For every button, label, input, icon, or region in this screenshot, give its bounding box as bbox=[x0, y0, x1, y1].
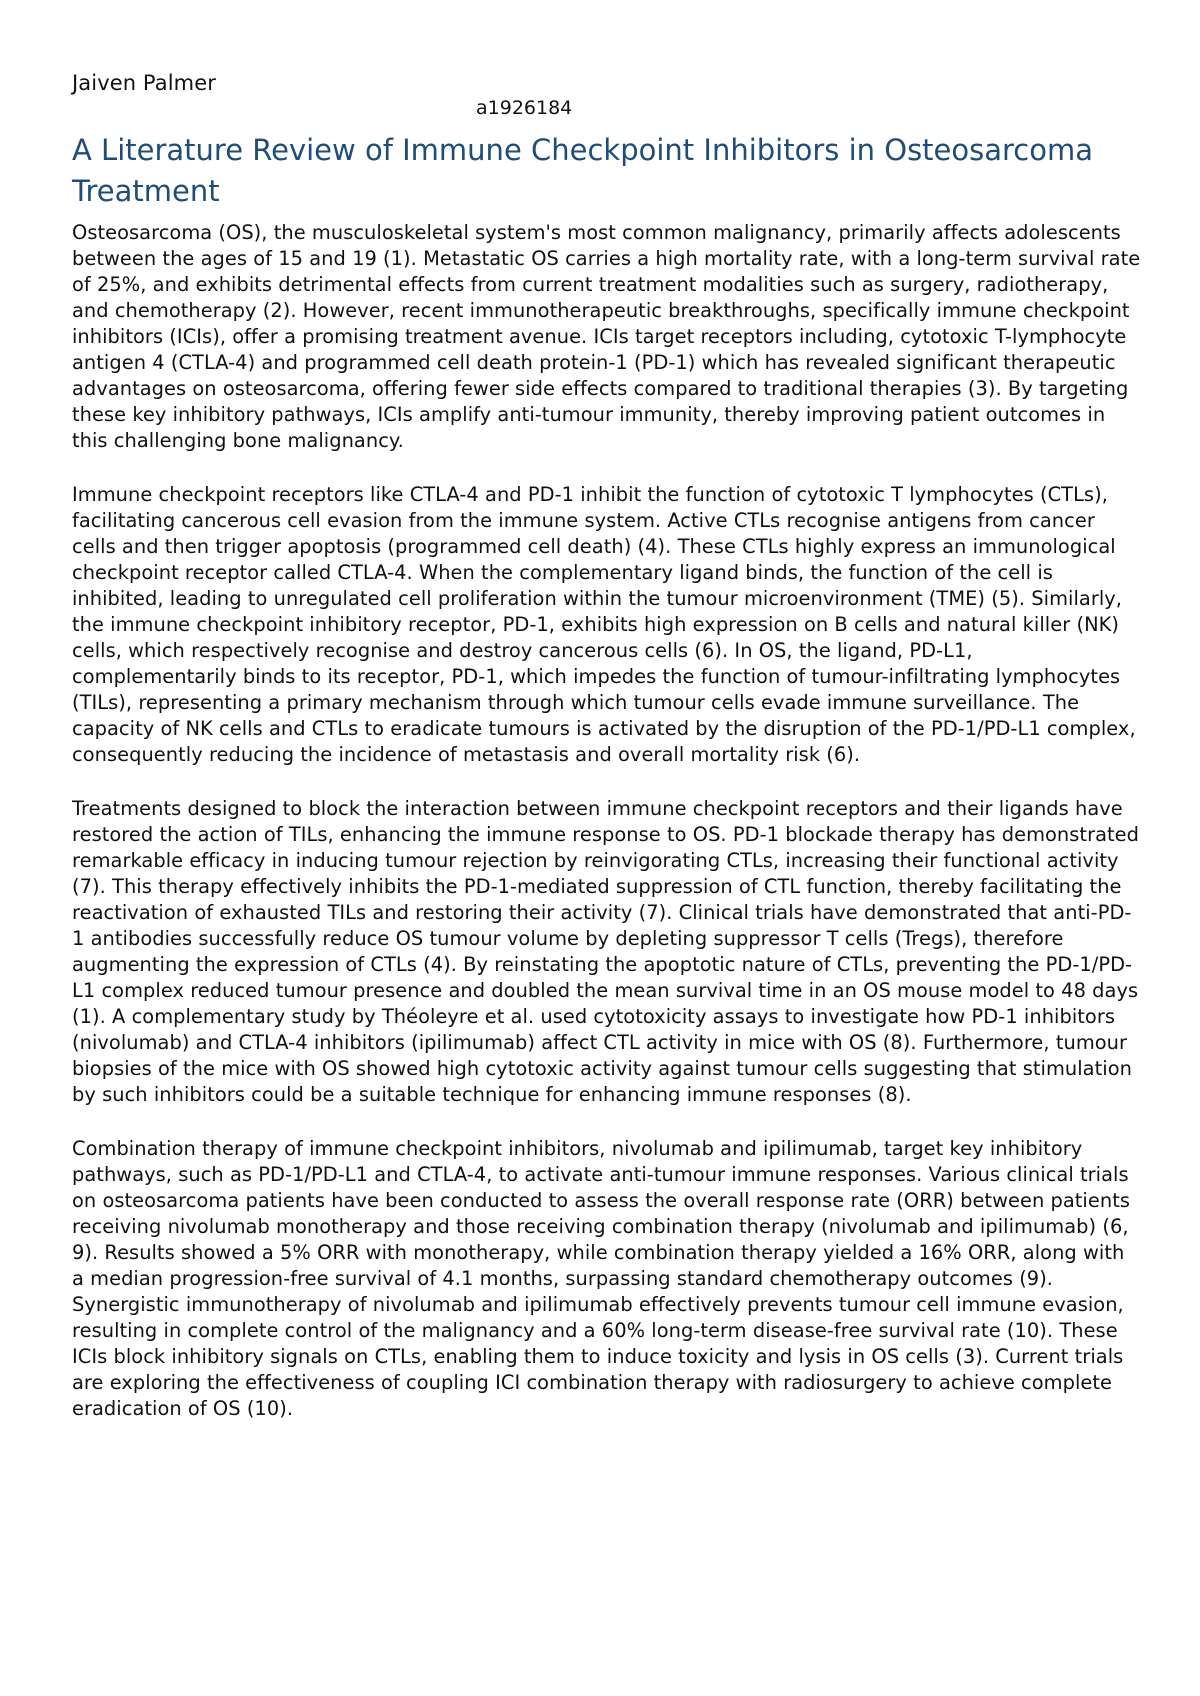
paragraph-mechanism: Immune checkpoint receptors like CTLA-4 and PD-1 inhibit the function of cytotoxic T lymphocytes (CTLs), facilitating cancerous cell evasion from the immune system. Active CTLs recognise antigens from cancer cells and then trigger apoptosis (programmed cell death) (4). These CTLs highly express an immunological checkpoint receptor called CTLA-4. When the complementary ligand binds, the function of the cell is inhibited, leading to unregulated cell proliferation within the tumour microenvironment (TME) (5). Similarly, the immune checkpoint inhibitory receptor, PD-1, exhibits high expression on B cells and natural killer (NK) cells, which respectively recognise and destroy cancerous cells (6). In OS, the ligand, PD-L1, complementarily binds to its receptor, PD-1, which impedes the function of tumour-infiltrating lymphocytes (TILs), representing a primary mechanism through which tumour cells evade immune surveillance. The capacity of NK cells and CTLs to eradicate tumours is activated by the disruption of the PD-1/PD-L1 complex, consequently reducing the incidence of metastasis and overall mortality risk (6). bbox=[72, 483, 1136, 766]
document-body bbox=[72, 220, 1142, 1422]
author-name: Jaiven Palmer bbox=[72, 71, 216, 95]
paragraph-intro: Osteosarcoma (OS), the musculoskeletal system's most common malignancy, primarily affects adolescents between the ages of 15 and 19 (1). Metastatic OS carries a high mortality rate, with a long-term survival rate of 25%, and exhibits detrimental effects from current treatment modalities such as surgery, radiotherapy, and chemotherapy (2). However, recent immunotherapeutic breakthroughs, specifically immune checkpoint inhibitors (ICIs), offer a promising treatment avenue. ICIs target receptors including, cytotoxic T-lymphocyte antigen 4 (CTLA-4) and programmed cell death protein-1 (PD-1) which has revealed significant therapeutic advantages on osteosarcoma, offering fewer side effects compared to traditional therapies (3). By targeting these key inhibitory pathways, ICIs amplify anti-tumour immunity, thereby improving patient outcomes in this challenging bone malignancy. bbox=[72, 221, 1141, 452]
paragraph-combination: Combination therapy of immune checkpoint inhibitors, nivolumab and ipilimumab, target key inhibitory pathways, such as PD-1/PD-L1 and CTLA-4, to activate anti-tumour immune responses. Various clinical trials on osteosarcoma patients have been conducted to assess the overall response rate (ORR) between patients receiving nivolumab monotherapy and those receiving combination therapy (nivolumab and ipilimumab) (6, 9). Results showed a 5% ORR with monotherapy, while combination therapy yielded a 16% ORR, along with a median progression-free survival of 4.1 months, surpassing standard chemotherapy outcomes (9). Synergistic immunotherapy of nivolumab and ipilimumab effectively prevents tumour cell immune evasion, resulting in complete control of the malignancy and a 60% long-term disease-free survival rate (10). These ICIs block inhibitory signals on CTLs, enabling them to induce toxicity and lysis in OS cells (3). Current trials are exploring the effectiveness of coupling ICI combination therapy with radiosurgery to achieve complete eradication of OS (10). bbox=[72, 1137, 1130, 1420]
paragraph-treatments: Treatments designed to block the interaction between immune checkpoint receptors and their ligands have restored the action of TILs, enhancing the immune response to OS. PD-1 blockade therapy has demonstrated remarkable efficacy in inducing tumour rejection by reinvigorating CTLs, increasing their functional activity (7). This therapy effectively inhibits the PD-1-mediated suppression of CTL function, thereby facilitating the reactivation of exhausted TILs and restoring their activity (7). Clinical trials have demonstrated that anti-PD-1 antibodies successfully reduce OS tumour volume by depleting suppressor T cells (Tregs), therefore augmenting the expression of CTLs (4). By reinstating the apoptotic nature of CTLs, preventing the PD-1/PD-L1 complex reduced tumour presence and doubled the mean survival time in an OS mouse model to 48 days (1). A complementary study by Théoleyre et al. used cytotoxicity assays to investigate how PD-1 inhibitors (nivolumab) and CTLA-4 inhibitors (ipilimumab) affect CTL activity in mice with OS (8). Furthermore, tumour biopsies of the mice with OS showed high cytotoxic activity against tumour cells suggesting that stimulation by such inhibitors could be a suitable technique for enhancing immune responses (8). bbox=[72, 797, 1140, 1106]
student-id: a1926184 bbox=[476, 97, 573, 119]
document-page bbox=[72, 70, 1142, 1450]
document-title: A Literature Review of Immune Checkpoint Inhibitors in Osteosarcoma Treatment bbox=[72, 133, 1094, 208]
